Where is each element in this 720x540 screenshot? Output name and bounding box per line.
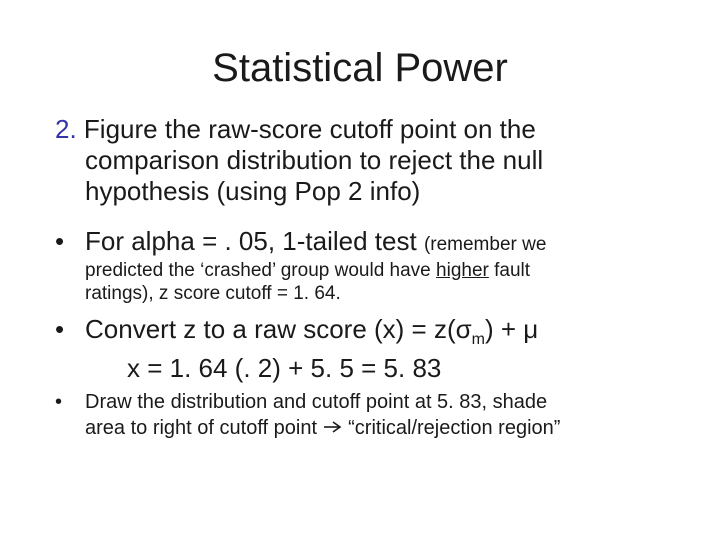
convert-text-after: ) + μ [484, 314, 539, 344]
raw-score-equation: x = 1. 64 (. 2) + 5. 5 = 5. 83 [127, 353, 442, 383]
step-line-2: comparison distribution to reject the null [85, 145, 544, 175]
bullet-dot: • [55, 391, 63, 413]
bullet-dot: • [55, 314, 65, 344]
bullet-alpha-continuation [85, 259, 705, 305]
bullet-alpha-cont-before: predicted the ‘crashed’ group would have [85, 260, 437, 281]
bullet-draw-line2-before: area to right of cutoff point [85, 417, 323, 439]
bullet-draw-line2-after: “critical/rejection region” [342, 417, 561, 439]
step-number: 2. [55, 114, 77, 144]
slide-title: Statistical Power [212, 46, 508, 90]
step-line-3: hypothesis (using Pop 2 info) [85, 176, 421, 206]
bullet-draw-line1: Draw the distribution and cutoff point at 5. 83, shade [85, 391, 548, 413]
bullet-alpha-cont-after: fault [488, 260, 531, 281]
sigma-subscript: m [471, 331, 485, 348]
sigma-symbol: σ [455, 314, 472, 344]
bullet-alpha-main: For alpha = . 05, 1-tailed test [85, 226, 417, 256]
step-2-paragraph [55, 114, 695, 207]
convert-text-before: Convert z to a raw score (x) = z( [85, 314, 456, 344]
bullet-convert-text [85, 314, 538, 355]
bullet-alpha-text [85, 226, 546, 260]
bullet-alpha-cont-line2: ratings), z score cutoff = 1. 64. [85, 283, 341, 304]
bullet-dot: • [55, 226, 65, 256]
arrow-right-icon [323, 416, 343, 441]
step-line-1: Figure the raw-score cutoff point on the [83, 114, 536, 144]
bullet-alpha-aside: (remember we [423, 234, 547, 255]
bullet-draw-line2 [85, 416, 560, 441]
underlined-word: higher [436, 260, 489, 281]
